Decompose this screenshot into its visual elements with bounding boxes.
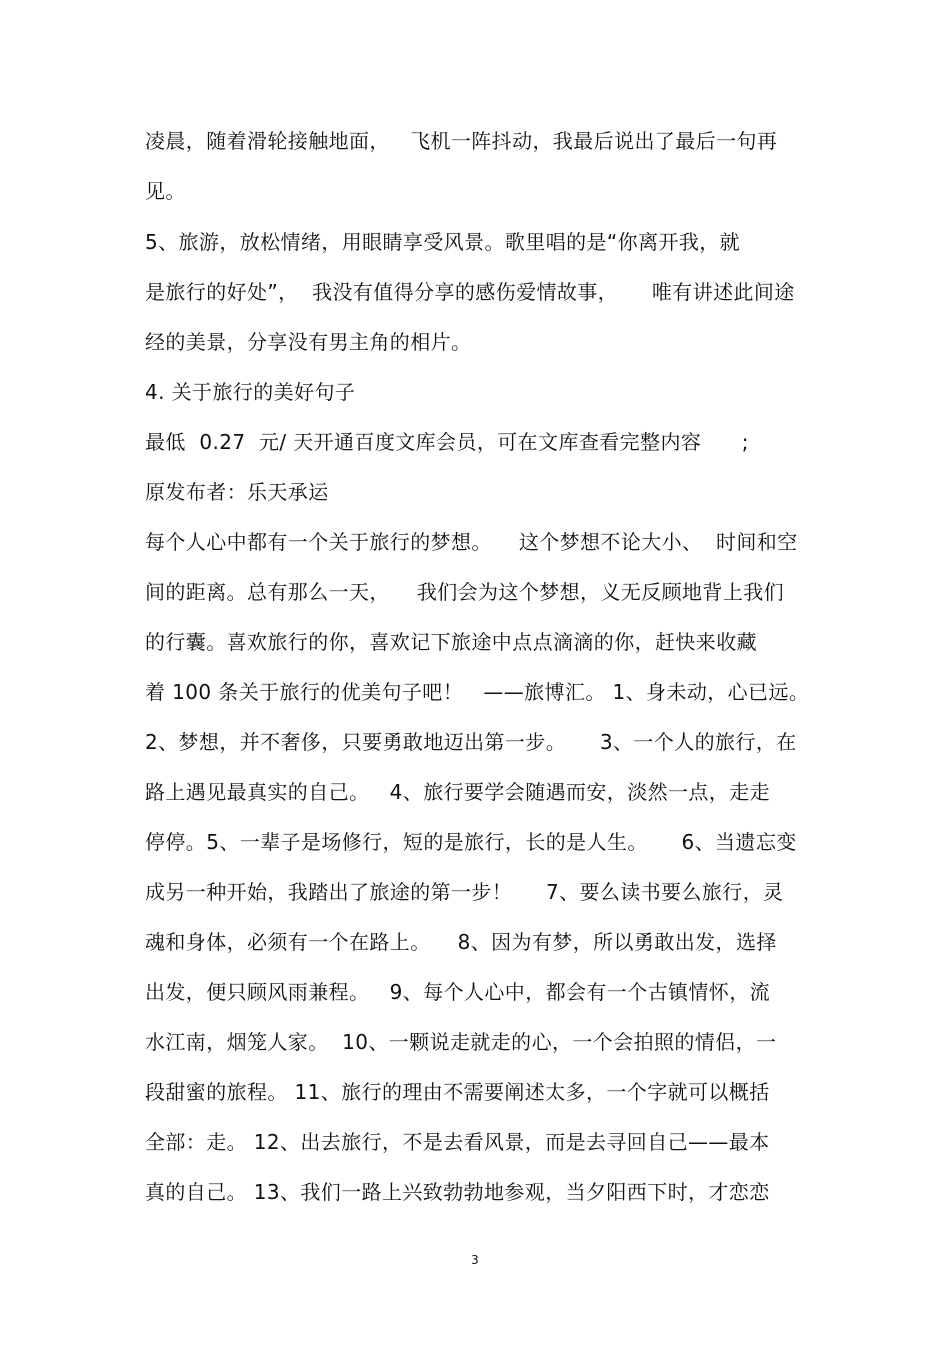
text-line: 水江南，烟笼人家。 10、一颗说走就走的心，一个会拍照的情侣，一 — [145, 1030, 777, 1054]
text-line: 着 100 条关于旅行的优美句子吧！ ——旅博汇。 1、身未动，心已远。 — [145, 680, 810, 704]
text-line: 停停。5、一辈子是场修行，短的是旅行，长的是人生。 6、当遗忘变 — [145, 830, 797, 854]
page-number: 3 — [471, 1253, 479, 1267]
text-line: 段甜蜜的旅程。 11、旅行的理由不需要阐述太多，一个字就可以概括 — [145, 1080, 770, 1104]
text-line: 每个人心中都有一个关于旅行的梦想。 这个梦想不论大小、 时间和空 — [145, 530, 798, 554]
text-line: 凌晨，随着滑轮接触地面， 飞机一阵抖动，我最后说出了最后一句再 — [145, 129, 778, 153]
text-line: 出发，便只顾风雨兼程。 9、每个人心中，都会有一个古镇情怀，流 — [145, 980, 770, 1004]
text-line: 经的美景，分享没有男主角的相片。 — [145, 330, 472, 354]
text-line: 的行囊。喜欢旅行的你，喜欢记下旅途中点点滴滴的你，赶快来收藏 — [145, 630, 757, 654]
membership-notice: 最低 0.27 元/ 天开通百度文库会员，可在文库查看完整内容 ; — [145, 430, 749, 454]
text-line: 2、梦想，并不奢侈，只要勇敢地迈出第一步。 3、一个人的旅行，在 — [145, 730, 797, 754]
section-heading: 4. 关于旅行的美好句子 — [145, 380, 356, 404]
text-line: 见。 — [145, 179, 186, 203]
text-line: 间的距离。总有那么一天， 我们会为这个梦想，义无反顾地背上我们 — [145, 580, 785, 604]
original-publisher: 原发布者：乐天承运 — [145, 480, 329, 504]
text-line: 是旅行的好处”， 我没有值得分享的感伤爱情故事， 唯有讲述此间途 — [145, 280, 795, 304]
text-line: 全部：走。 12、出去旅行，不是去看风景，而是去寻回自己——最本 — [145, 1130, 770, 1154]
text-line: 成另一种开始，我踏出了旅途的第一步！ 7、要么读书要么旅行，灵 — [145, 880, 784, 904]
text-line: 5、旅游，放松情绪，用眼睛享受风景。歌里唱的是“你离开我，就 — [145, 230, 741, 254]
text-line: 路上遇见最真实的自己。 4、旅行要学会随遇而安，淡然一点，走走 — [145, 780, 770, 804]
text-line: 真的自己。 13、我们一路上兴致勃勃地参观，当夕阳西下时，才恋恋 — [145, 1180, 770, 1204]
text-line: 魂和身体，必须有一个在路上。 8、因为有梦，所以勇敢出发，选择 — [145, 930, 777, 954]
